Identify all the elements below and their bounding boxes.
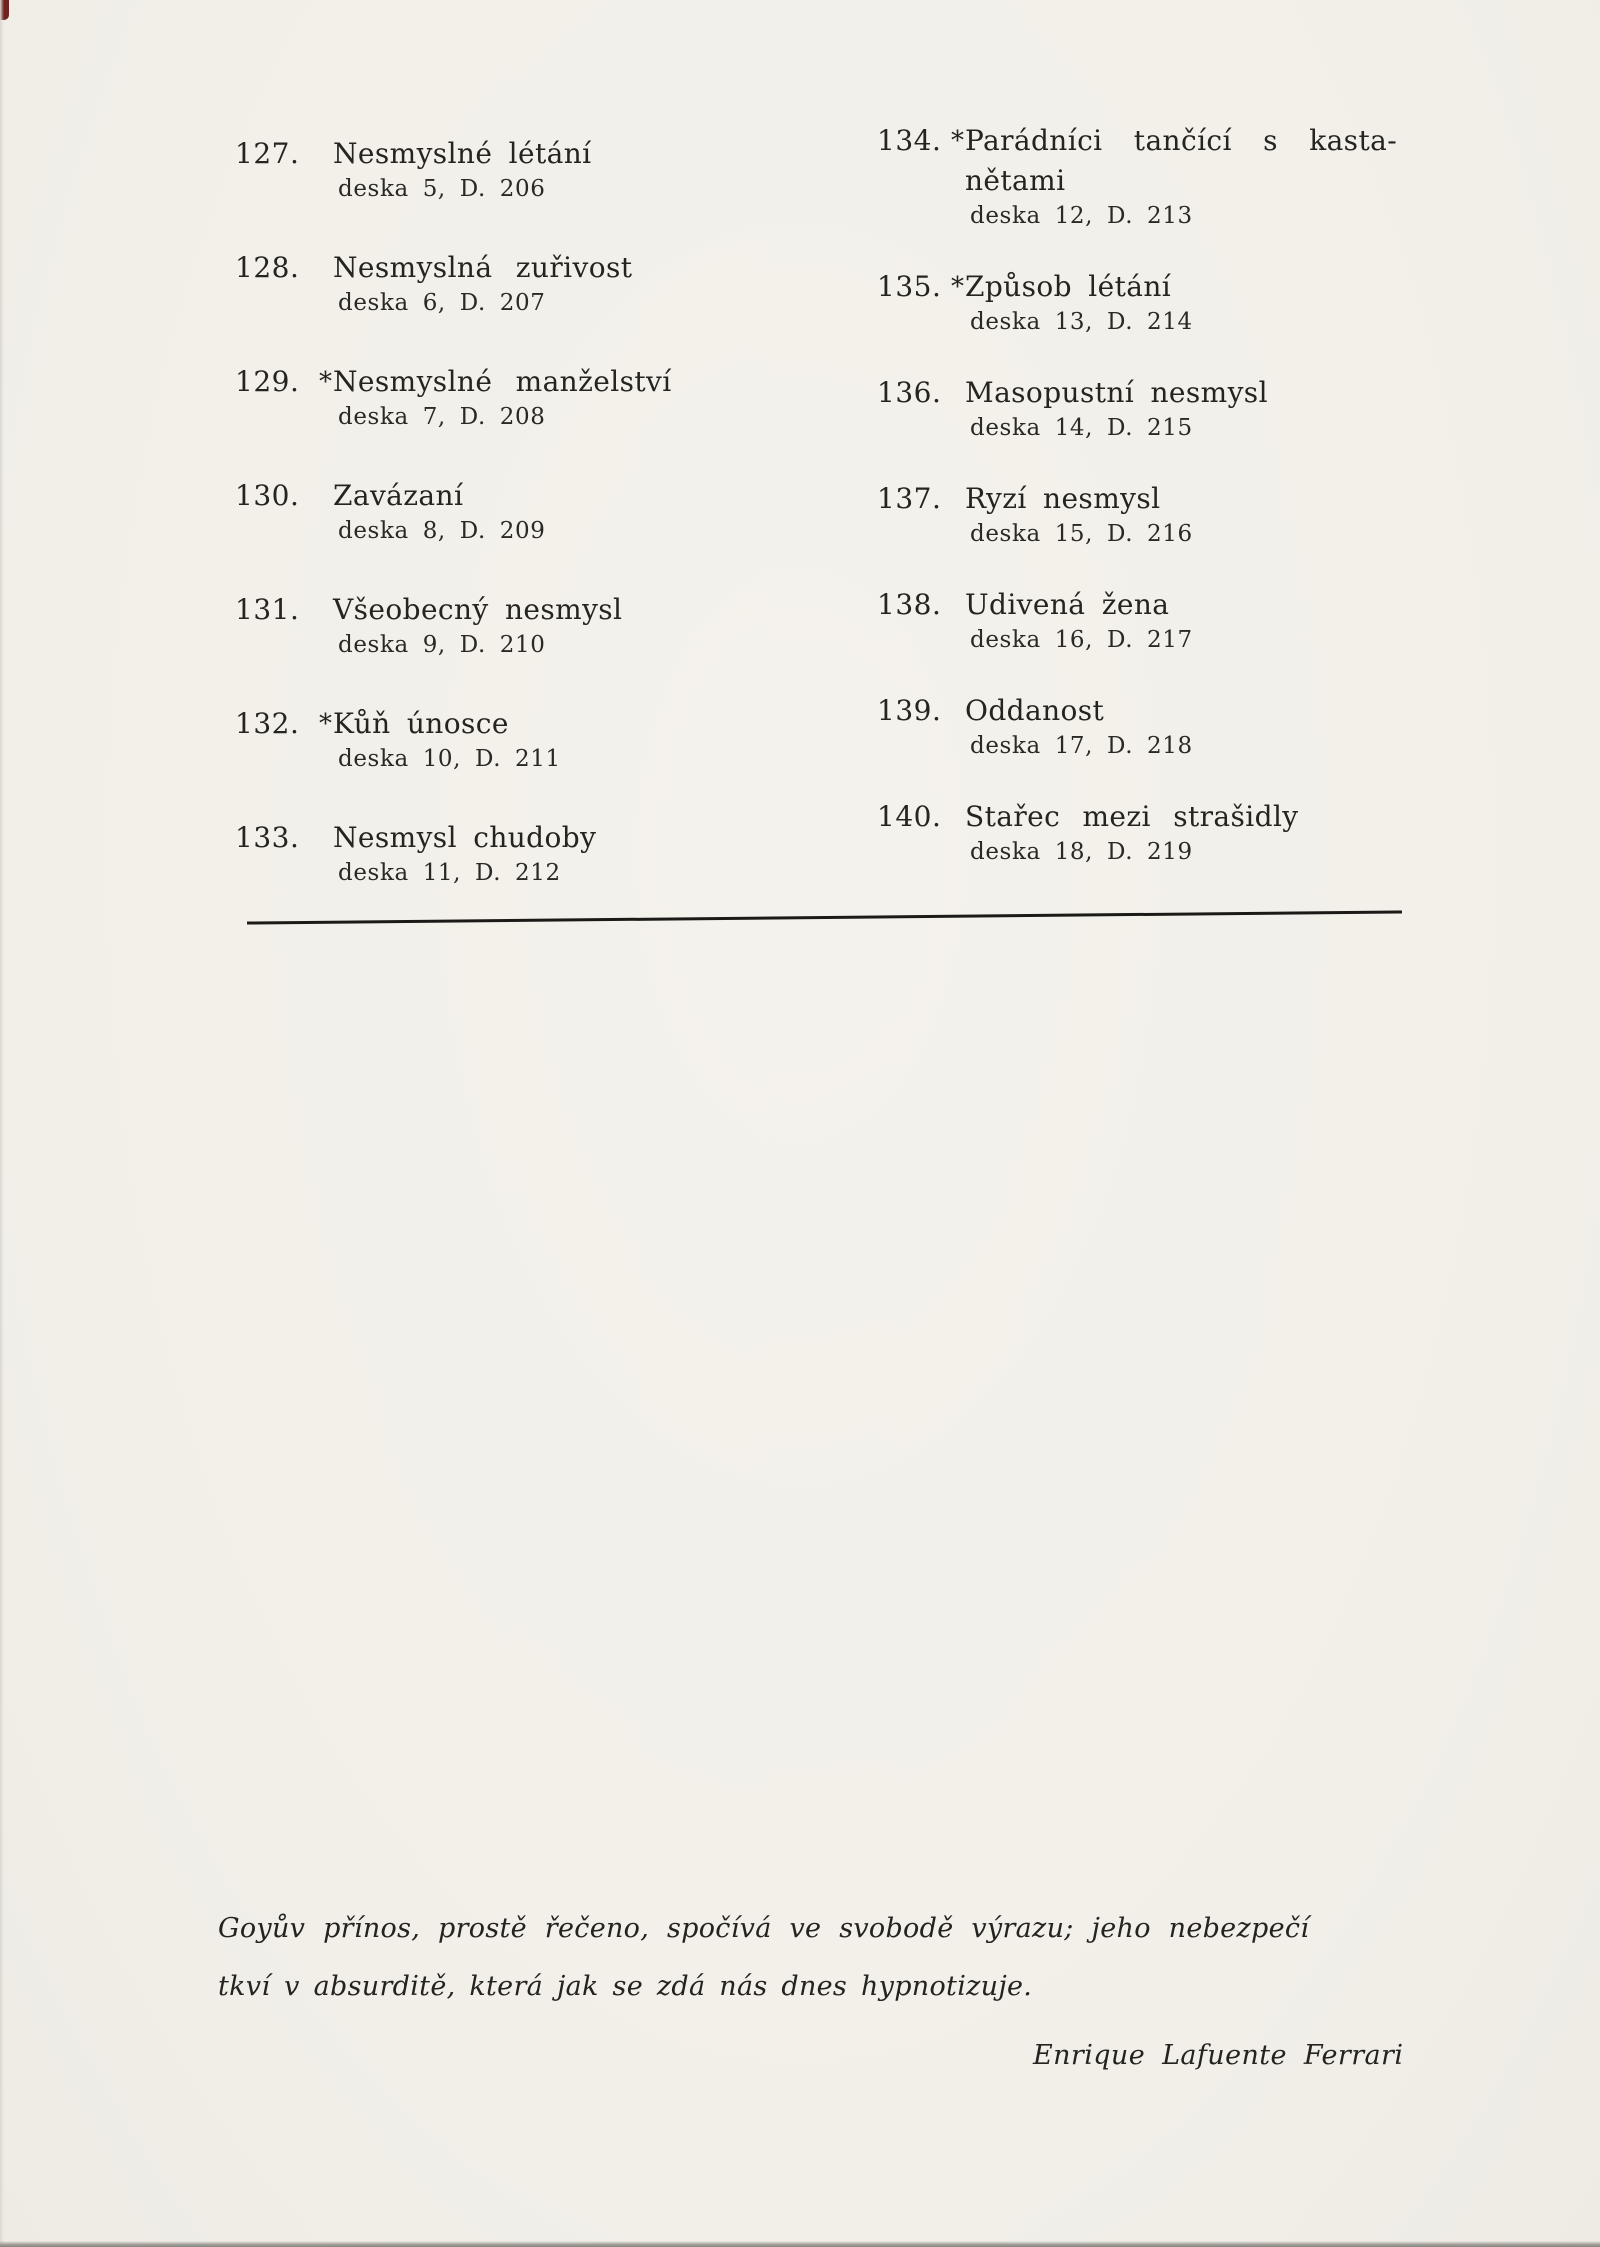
entry-detail: deska 13, D. 214 — [970, 309, 1193, 335]
quote-line-1: Goyův přínos, prostě řečeno, spočívá ve svobodě výrazu; jeho nebezpečí — [218, 1913, 1310, 1944]
entry-number: 138. — [877, 588, 942, 621]
entry-title — [333, 476, 715, 516]
entry-detail: deska 18, D. 219 — [970, 839, 1193, 865]
catalog-column-right — [877, 121, 1422, 903]
entry-detail: deska 10, D. 211 — [338, 746, 561, 772]
entry-title — [333, 818, 715, 858]
entry-detail: deska 8, D. 209 — [338, 518, 546, 544]
entry-title-text: Nesmyslné manželství — [333, 365, 672, 398]
entry-title-text: Udivená žena — [965, 588, 1170, 621]
entry-title — [965, 373, 1422, 413]
entry-number: 136. — [877, 376, 942, 409]
entry-detail: deska 16, D. 217 — [970, 627, 1193, 653]
entry-star: * — [951, 126, 965, 156]
entry-title-line2: nětami — [965, 164, 1066, 197]
entry-detail: deska 6, D. 207 — [338, 290, 546, 316]
entry-title — [965, 479, 1422, 519]
catalog-entry-129 — [235, 362, 715, 432]
entry-number: 139. — [877, 694, 942, 727]
catalog-entry-138 — [877, 585, 1422, 655]
catalog-entry-132 — [235, 704, 715, 774]
catalog-entry-137 — [877, 479, 1422, 549]
entry-title-text: Stařec mezi strašidly — [965, 800, 1299, 833]
entry-title — [319, 362, 715, 402]
catalog-entry-140 — [877, 797, 1422, 867]
entry-title — [333, 248, 715, 288]
entry-title — [951, 267, 1422, 307]
catalog-entry-134 — [877, 121, 1422, 231]
entry-title-text: Způsob létání — [965, 270, 1172, 303]
catalog-column-left — [235, 134, 715, 932]
entry-number: 140. — [877, 800, 942, 833]
entry-detail: deska 14, D. 215 — [970, 415, 1193, 441]
entry-title-text: Všeobecný nesmysl — [333, 593, 623, 626]
entry-detail: deska 7, D. 208 — [338, 404, 546, 430]
entry-title-text: Oddanost — [965, 694, 1105, 727]
entry-title — [951, 121, 1422, 161]
catalog-entry-133 — [235, 818, 715, 888]
entry-title-text: Masopustní nesmysl — [965, 376, 1268, 409]
entry-number: 133. — [235, 821, 300, 854]
entry-number: 135. — [877, 270, 942, 303]
catalog-entry-135 — [877, 267, 1422, 337]
entry-number: 130. — [235, 479, 300, 512]
entry-detail: deska 5, D. 206 — [338, 176, 546, 202]
entry-detail: deska 12, D. 213 — [970, 203, 1193, 229]
entry-title-text: Ryzí nesmysl — [965, 482, 1161, 515]
entry-title-text: Parádníci tančící s kasta- — [965, 124, 1398, 157]
entry-title-text: Kůň únosce — [333, 707, 509, 740]
quote-attribution: Enrique Lafuente Ferrari — [1033, 2040, 1404, 2071]
entry-title — [965, 691, 1422, 731]
entry-number: 137. — [877, 482, 942, 515]
entry-star: * — [319, 367, 333, 397]
entry-detail: deska 11, D. 212 — [338, 860, 561, 886]
catalog-entry-128 — [235, 248, 715, 318]
entry-number: 128. — [235, 251, 300, 284]
entry-title — [333, 134, 715, 174]
entry-title — [965, 797, 1422, 837]
entry-star: * — [319, 709, 333, 739]
closing-quote — [218, 1900, 1408, 2016]
scan-bottom-edge — [0, 2241, 1600, 2247]
entry-title-text: Nesmyslné létání — [333, 137, 592, 170]
entry-number: 131. — [235, 593, 300, 626]
catalog-entry-130 — [235, 476, 715, 546]
entry-detail: deska 9, D. 210 — [338, 632, 546, 658]
catalog-entry-127 — [235, 134, 715, 204]
quote-line-2: tkví v absurditě, která jak se zdá nás dnes hypnotizuje. — [218, 1971, 1033, 2002]
entry-title-text: Nesmysl chudoby — [333, 821, 597, 854]
entry-number: 134. — [877, 124, 942, 157]
entry-title-text: Nesmyslná zuřivost — [333, 251, 633, 284]
entry-title — [333, 590, 715, 630]
entry-number: 132. — [235, 707, 300, 740]
entry-title — [319, 704, 715, 744]
entry-detail: deska 15, D. 216 — [970, 521, 1193, 547]
catalog-entry-136 — [877, 373, 1422, 443]
scan-left-edge — [0, 0, 4, 2247]
entry-title — [965, 585, 1422, 625]
entry-detail: deska 17, D. 218 — [970, 733, 1193, 759]
entry-title-text: Zavázaní — [333, 479, 464, 512]
entry-number: 129. — [235, 365, 300, 398]
catalog-entry-131 — [235, 590, 715, 660]
entry-number: 127. — [235, 137, 300, 170]
catalog-entry-139 — [877, 691, 1422, 761]
entry-star: * — [951, 272, 965, 302]
